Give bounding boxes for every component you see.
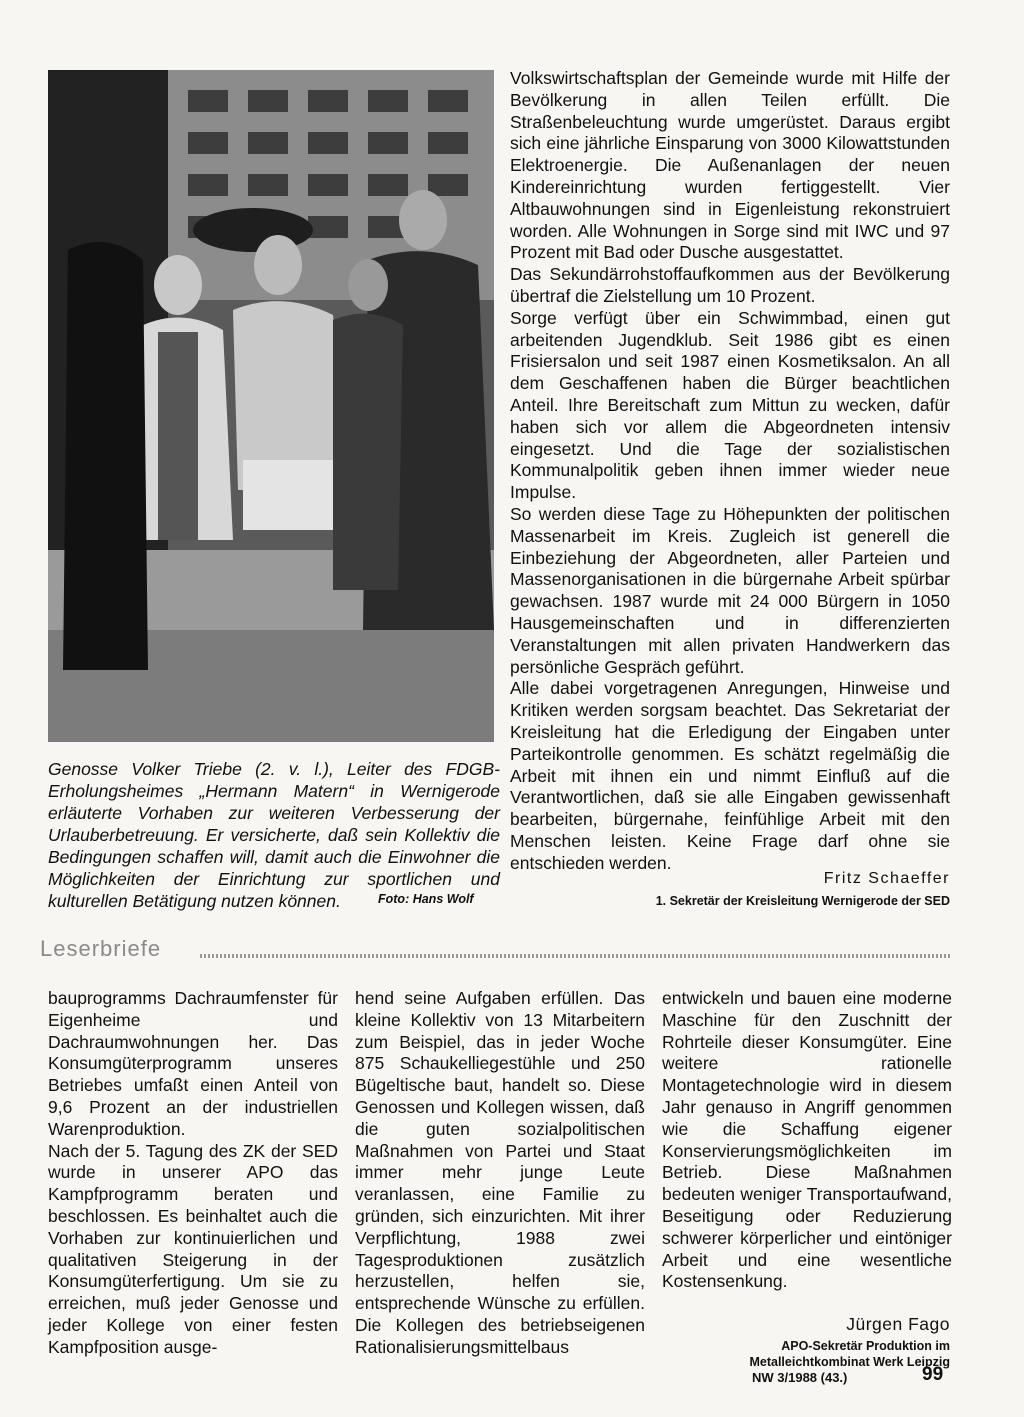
letter-paragraph: entwickeln und bauen eine moderne Maschine für den Zuschnitt der Rohrteile dieser Konsumgüter. Eine weitere rationelle Montagetechnologie wird in diesem Jahr genauso in Angriff genommen wie die Schaffung eigener Konservierungsmöglichkeiten im Betrieb. Diese Maßnahmen bedeuten weniger Transportaufwand, Beseitigung oder Reduzierung schwerer körperlicher und eintöniger Arbeit und eine wesentliche Kostensenkung. bbox=[662, 988, 952, 1292]
letter-author-role-line: Metalleichtkombinat Werk Leipzig bbox=[749, 1355, 950, 1369]
letter-column-1 bbox=[48, 988, 338, 1359]
caption-text: Genosse Volker Triebe (2. v. l.), Leiter des FDGB-Erholungsheimes „Hermann Matern“ in Wernigerode erläuterte Vorhaben zur weiteren Verbesserung der Urlauberbetreuung. Er versicherte, daß sein Kollektiv die Bedingungen schaffen will, damit auch die Einwohner die Möglichkeiten der Einrichtung zur sportlichen und kulturellen Betätigung nutzen können. bbox=[48, 759, 500, 911]
article-author-role: 1. Sekretär der Kreisleitung Wernigerode der SED bbox=[655, 894, 950, 908]
section-divider bbox=[200, 954, 952, 958]
article-paragraph: Sorge verfügt über ein Schwimmbad, einen gut arbeitenden Jugendklub. Seit 1986 gibt es einen Frisiersalon und seit 1987 einen Kosmetiksalon. An all dem Geschaffenen haben die Bürger beachtlichen Anteil. Ihre Bereitschaft zum Mittun zu wecken, dafür haben sich vor allem die Abgeordneten intensiv eingesetzt. Und die Tage der sozialistischen Kommunalpolitik geben ihnen immer wieder neue Impulse. bbox=[510, 307, 950, 503]
article-author: Fritz Schaeffer bbox=[823, 870, 950, 887]
letter-author: Jürgen Fago bbox=[846, 1314, 950, 1334]
issue-number: NW 3/1988 (43.) bbox=[752, 1370, 848, 1385]
article-paragraph: Volkswirtschaftsplan der Gemeinde wurde mit Hilfe der Bevölkerung in allen Teilen erfüllt. Die Straßenbeleuchtung wurde umgerüstet. Daraus ergibt sich eine jährliche Einsparung von 3000 Kilowattstunden Elektroenergie. Die Außenanlagen der neuen Kindereinrichtung wurden fertiggestellt. Vier Altbauwohnungen sind in Eigenleistung rekonstruiert worden. Alle Wohnungen in Sorge sind mit IWC und 97 Prozent mit Bad oder Dusche ausgestattet. bbox=[510, 68, 950, 263]
article-paragraph: Das Sekundärrohstoffaufkommen aus der Bevölkerung übertraf die Zielstellung um 10 Prozent. bbox=[510, 264, 950, 306]
letter-column-2 bbox=[355, 988, 645, 1359]
section-header bbox=[40, 936, 952, 966]
section-title: Leserbriefe bbox=[40, 936, 169, 962]
letter-author-role bbox=[660, 1338, 950, 1370]
article-column bbox=[510, 68, 950, 874]
photo-credit: Foto: Hans Wolf bbox=[378, 892, 474, 906]
article-paragraph: So werden diese Tage zu Höhepunkten der politischen Massenarbeit im Kreis. Zugleich ist generell die Einbeziehung der Abgeordneten, aller Parteien und Massenorganisationen in die bürgernahe Arbeit spürbar gewachsen. 1987 wurde mit 24 000 Bürgern in 1050 Hausgemeinschaften und in differenzierten Veranstaltungen mit allen privaten Handwerkern das persönliche Gespräch geführt. bbox=[510, 503, 950, 677]
article-paragraph: Alle dabei vorgetragenen Anregungen, Hinweise und Kritiken werden sorgsam beachtet. Das Sekretariat der Kreisleitung hat die Erledigung der Eingaben unter Parteikontrolle genommen. Es schätzt regelmäßig die Arbeit mit ihnen ein und nimmt Einfluß auf die Verantwortlichen, daß sie alle Eingaben gewissenhaft bearbeiten, bürgernahe, feinfühlige Arbeit mit den Menschen leisten. Keine Frage darf ohne sie entschieden werden. bbox=[510, 678, 950, 873]
photo-caption bbox=[48, 758, 500, 912]
letter-paragraph: hend seine Aufgaben erfüllen. Das kleine Kollektiv von 13 Mitarbeitern zum Beispiel, das in jeder Woche 875 Schaukelliegestühle und 250 Bügeltische baut, handelt so. Diese Genossen und Kollegen wissen, daß die guten sozialpolitischen Maßnahmen von Partei und Staat immer mehr junge Leute veranlassen, eine Familie zu gründen, sich einzurichten. Mit ihrer Verpflichtung, 1988 zwei Tagesproduktionen zusätzlich herzustellen, helfen sie, entsprechende Wünsche zu erfüllen. Die Kollegen des betriebseigenen Rationalisierungsmittelbaus bbox=[355, 988, 645, 1357]
letter-author-role-line: APO-Sekretär Produktion im bbox=[781, 1339, 950, 1353]
letter-paragraph: Nach der 5. Tagung des ZK der SED wurde in unserer APO das Kampfprogramm beraten und beschlossen. Es beinhaltet auch die Vorhaben zur kontinuierlichen und qualitativen Steigerung in der Konsumgüterfertigung. Um sie zu erreichen, muß jeder Genosse und jeder Kollege von einer festen Kampfposition ausge- bbox=[48, 1140, 338, 1357]
news-photo bbox=[48, 70, 494, 742]
letter-paragraph: bauprogramms Dachraumfenster für Eigenheime und Dachraumwohnungen her. Das Konsumgüterprogramm unseres Betriebes umfaßt einen Anteil von 9,6 Prozent an der industriellen Warenproduktion. bbox=[48, 988, 338, 1139]
letter-column-3 bbox=[662, 988, 952, 1293]
page-number: 99 bbox=[922, 1364, 944, 1385]
